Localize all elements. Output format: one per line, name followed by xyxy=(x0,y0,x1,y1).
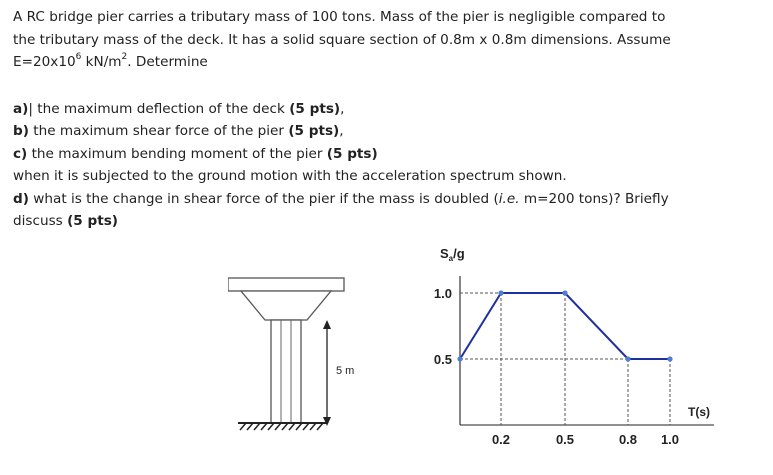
question-d-line-2 xyxy=(13,210,763,233)
modulus-exponent: 6 xyxy=(75,52,82,63)
modulus-unit-exponent: 2 xyxy=(121,52,128,63)
height-label: 5 m xyxy=(336,365,355,377)
intro-line-2: the tributary mass of the deck. It has a solid square section of 0.8m x 0.8m dimensions. Assume xyxy=(13,31,671,48)
modulus-unit: kN/m xyxy=(81,54,122,70)
data-point xyxy=(562,290,567,295)
x-tick-label: 0.2 xyxy=(491,432,511,447)
bridge-pier-diagram xyxy=(228,240,388,440)
ground-support xyxy=(238,423,328,430)
modulus-prefix: E=20x10 xyxy=(13,54,76,70)
pier-column xyxy=(271,320,301,423)
question-c-label: c) xyxy=(13,145,28,162)
question-b-points: (5 pts) xyxy=(288,123,340,139)
y-tick-label: 0.5 xyxy=(433,352,452,367)
x-tick-label: 0.8 xyxy=(618,432,638,447)
data-point xyxy=(667,356,672,361)
ground-motion-text: when it is subjected to the ground motion with the acceleration spectrum shown. xyxy=(13,168,567,184)
question-a-label: a) xyxy=(13,100,29,117)
x-tick-labels xyxy=(492,432,679,447)
question-d-text-2: m=200 tons)? Briefly xyxy=(519,190,669,207)
question-c-text: the maximum bending moment of the pier xyxy=(27,145,327,162)
question-d-text-1: what is the change in shear force of the pier if the mass is doubled ( xyxy=(28,190,499,207)
question-b-end: , xyxy=(339,123,344,139)
question-d-points: (5 pts) xyxy=(67,213,119,229)
question-c xyxy=(13,143,763,166)
intro-line-1: A RC bridge pier carries a tributary mass of 100 tons. Mass of the pier is negligible compared to xyxy=(13,9,666,25)
question-d xyxy=(13,188,763,211)
height-dimension-arrow xyxy=(323,320,331,426)
data-point xyxy=(625,356,630,361)
question-a xyxy=(13,98,763,121)
modulus-suffix: . Determine xyxy=(127,54,208,70)
question-d-ie: i.e. xyxy=(498,190,520,207)
y-axis-label-suffix: /g xyxy=(453,246,465,261)
question-a-points: (5 pts) xyxy=(289,100,341,117)
data-point xyxy=(498,290,503,295)
problem-statement xyxy=(13,6,763,233)
y-axis-label xyxy=(440,246,465,263)
question-b-text: the maximum shear force of the pier xyxy=(28,123,289,139)
x-tick-label: 0.5 xyxy=(555,432,575,447)
x-tick-label: 1.0 xyxy=(660,432,680,447)
question-b-label: b) xyxy=(13,123,29,139)
question-d-label: d) xyxy=(13,190,29,207)
question-c-points: (5 pts) xyxy=(326,145,378,162)
question-b xyxy=(13,120,763,143)
deck xyxy=(228,278,344,291)
question-d-discuss: discuss xyxy=(13,213,68,229)
question-a-text: | the maximum deflection of the deck xyxy=(28,100,290,117)
modulus-line xyxy=(13,51,763,74)
question-a-end: , xyxy=(340,100,345,117)
acceleration-spectrum-chart xyxy=(400,240,730,455)
data-point xyxy=(457,356,462,361)
y-tick-labels xyxy=(434,286,452,367)
pier-cap xyxy=(241,291,331,320)
y-tick-label: 1.0 xyxy=(433,286,452,301)
y-axis-label-sub: a xyxy=(448,254,454,263)
x-axis-label: T(s) xyxy=(688,405,710,419)
y-axis-label-main: S xyxy=(440,246,449,261)
